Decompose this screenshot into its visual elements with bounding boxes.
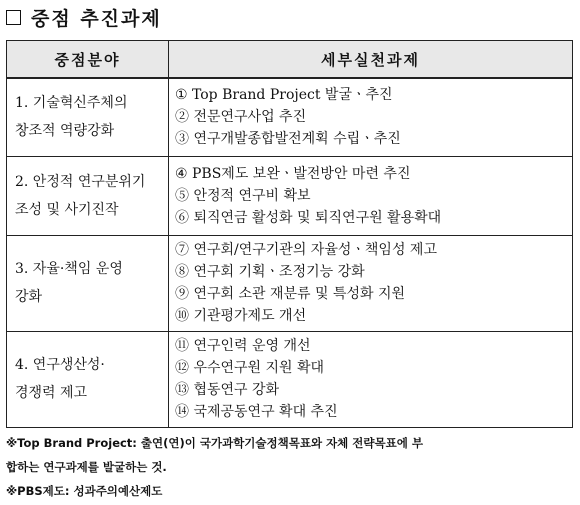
task-item: ⑫ 우수연구원 지원 확대 <box>175 360 325 376</box>
footnotes <box>6 431 572 503</box>
task-item: ⑧ 연구회 기획ㆍ조정기능 강화 <box>175 264 365 280</box>
priority-tasks-table <box>6 40 573 428</box>
area-cell <box>7 156 169 235</box>
table-row <box>7 235 573 331</box>
checkbox-square-icon <box>6 10 21 25</box>
area-line: 1. 기술혁신주체의 <box>15 95 128 112</box>
area-line: 2. 안정적 연구분위기 <box>15 173 146 190</box>
task-item: ④ PBS제도 보완ㆍ발전방안 마련 추진 <box>175 165 411 182</box>
area-cell <box>7 331 169 427</box>
column-header-tasks: 세부실천과제 <box>169 41 573 79</box>
table-row <box>7 331 573 427</box>
area-line: 경쟁력 제고 <box>15 385 88 401</box>
task-item: ⑨ 연구회 소관 재분류 및 특성화 지원 <box>175 286 406 302</box>
table-row <box>7 78 573 156</box>
tasks-cell <box>169 78 573 156</box>
footnote-line: ※Top Brand Project: 출연(연)이 국가과학기술정책목표와 자체 전략목표에 부 <box>6 436 423 450</box>
table-row <box>7 156 573 235</box>
task-item: ⑥ 퇴직연금 활성화 및 퇴직연구원 활용확대 <box>175 209 442 226</box>
area-cell <box>7 78 169 156</box>
task-item: ⑦ 연구회/연구기관의 자율성ㆍ책임성 제고 <box>175 242 437 258</box>
area-cell <box>7 235 169 331</box>
area-line: 조성 및 사기진작 <box>15 201 119 218</box>
task-item: ⑪ 연구인력 운영 개선 <box>175 338 311 354</box>
table-header-row <box>7 41 573 79</box>
area-line: 3. 자율·책임 운영 <box>15 261 123 277</box>
task-item: ③ 연구개발종합발전계획 수립ㆍ추진 <box>175 131 401 148</box>
area-line: 4. 연구생산성· <box>15 357 105 373</box>
task-item: ⑤ 안정적 연구비 확보 <box>175 187 311 204</box>
area-line: 강화 <box>15 289 43 305</box>
tasks-cell <box>169 156 573 235</box>
task-item: ⑩ 기관평가제도 개선 <box>175 308 307 324</box>
area-line: 창조적 역량강화 <box>15 123 115 140</box>
task-item: ⑬ 협동연구 강화 <box>175 382 280 398</box>
task-item: ① Top Brand Project 발굴ㆍ추진 <box>175 87 393 104</box>
task-item: ⑭ 국제공동연구 확대 추진 <box>175 404 338 420</box>
column-header-area: 중점분야 <box>7 41 169 79</box>
tasks-cell <box>169 235 573 331</box>
footnote-line: ※PBS제도: 성과주의예산제도 <box>6 484 163 498</box>
tasks-cell <box>169 331 573 427</box>
task-item: ② 전문연구사업 추진 <box>175 109 307 126</box>
section-heading <box>6 4 162 30</box>
section-title: 중점 추진과제 <box>31 7 162 30</box>
footnote-line: 합하는 연구과제를 발굴하는 것. <box>6 460 167 474</box>
